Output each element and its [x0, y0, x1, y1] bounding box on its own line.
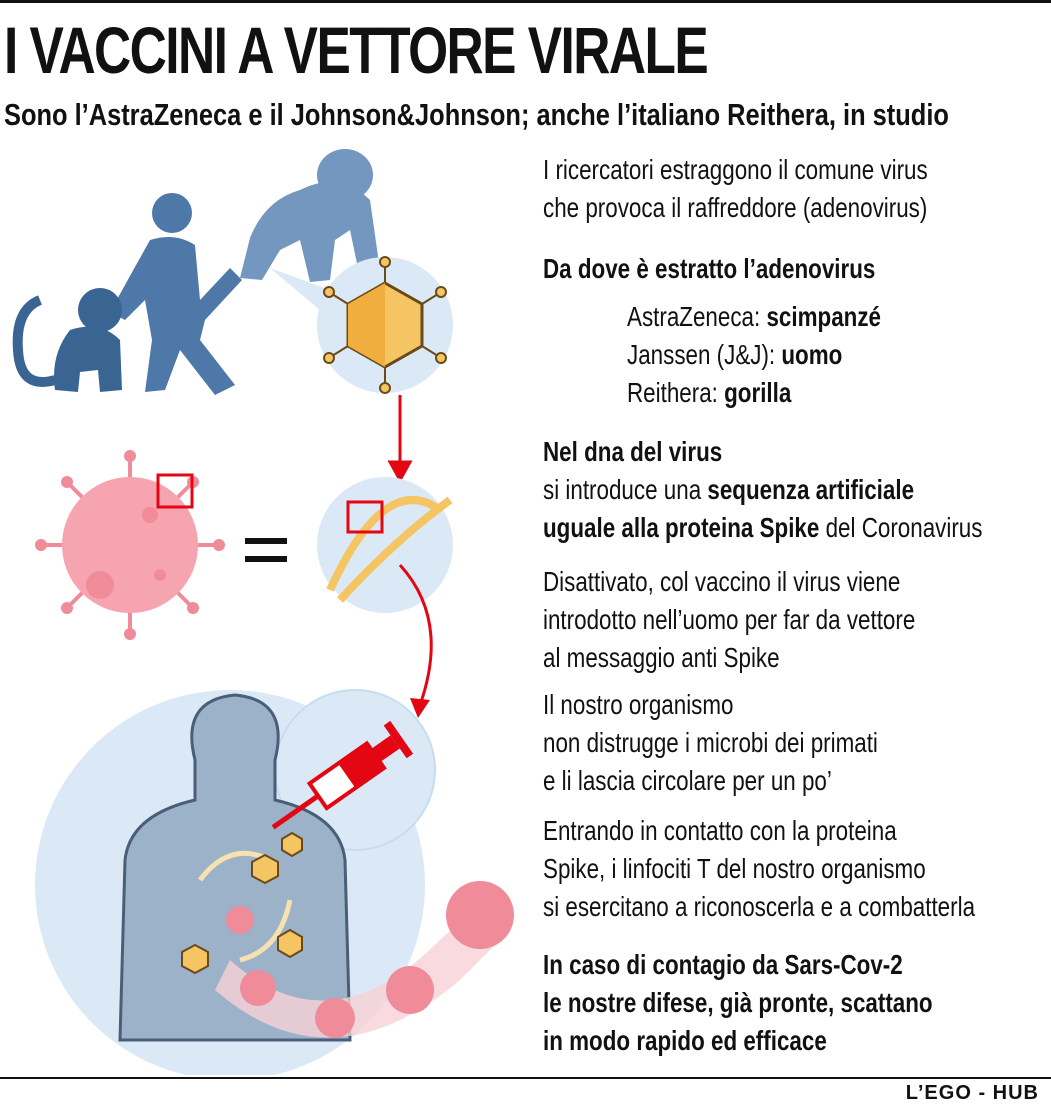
vector-line-1: Disattivato, col vaccino il virus viene: [543, 566, 901, 597]
intro-line-1: I ricercatori estraggono il comune virus: [543, 154, 928, 185]
arrow-down: [390, 395, 410, 480]
dna-line-2: [543, 509, 1051, 547]
dna-block: [543, 433, 1051, 547]
dna-bubble: [317, 477, 453, 613]
monkey-icon: [18, 288, 122, 392]
human-icon: [110, 193, 242, 395]
origin-item-astrazeneca: [543, 298, 1051, 336]
origin-block: [543, 250, 1051, 412]
contagion-line-1: In caso di contagio da Sars-Cov-2: [543, 949, 903, 980]
intro-line-2: che provoca il raffreddore (adenovirus): [543, 192, 928, 223]
vector-line-2: introdotto nell’uomo per far da vettore: [543, 604, 916, 635]
organism-line-1: Il nostro organismo: [543, 689, 734, 720]
coronavirus-icon: [35, 450, 225, 640]
contagion-line-3: in modo rapido ed efficace: [543, 1025, 827, 1056]
origin-item-source: uomo: [781, 339, 843, 370]
dna-line-2b: del Coronavirus: [819, 512, 983, 543]
infographic-illustration: [0, 130, 530, 1075]
bottom-rule: [0, 1077, 1051, 1079]
origin-heading: Da dove è estratto l’adenovirus: [543, 253, 876, 284]
contact-line-3: si esercitano a riconoscerla e a combatterla: [543, 891, 976, 922]
origin-item-janssen: [543, 336, 1051, 374]
origin-item-reithera: [543, 374, 1051, 412]
top-rule: [0, 0, 1051, 3]
dna-heading: Nel dna del virus: [543, 436, 723, 467]
page-subtitle: Sono l’AstraZeneca e il Johnson&Johnson; anche l’italiano Reithera, in studio: [4, 97, 949, 132]
dna-line-1: [543, 471, 1051, 509]
gorilla-icon: [240, 149, 380, 282]
contagion-line-2: le nostre difese, già pronte, scattano: [543, 987, 933, 1018]
origin-item-name: Janssen (J&J):: [627, 339, 776, 370]
dna-line-1a: si introduce una: [543, 474, 708, 505]
page-title: I VACCINI A VETTORE VIRALE: [4, 13, 708, 87]
origin-item-source: gorilla: [724, 377, 792, 408]
dna-line-2a: uguale alla proteina Spike: [543, 512, 820, 543]
contact-line-2: Spike, i linfociti T del nostro organismo: [543, 853, 926, 884]
equals-sign: [245, 538, 287, 562]
vector-line-3: al messaggio anti Spike: [543, 642, 780, 673]
contact-block: [543, 812, 1051, 926]
organism-line-2: non distrugge i microbi dei primati: [543, 727, 878, 758]
vector-block: [543, 563, 1051, 677]
contact-line-1: Entrando in contatto con la proteina: [543, 815, 897, 846]
origin-item-source: scimpanzé: [766, 301, 881, 332]
organism-block: [543, 686, 1051, 800]
footer-credit: L’EGO - HUB: [905, 1082, 1039, 1104]
origin-item-name: Reithera:: [627, 377, 718, 408]
organism-line-3: e li lascia circolare per un po’: [543, 765, 832, 796]
origin-item-name: AstraZeneca:: [627, 301, 761, 332]
contagion-block: [543, 946, 1051, 1060]
intro-block: [543, 151, 1051, 227]
dna-line-1b: sequenza artificiale: [707, 474, 915, 505]
adenovirus-bubble: [270, 257, 453, 393]
